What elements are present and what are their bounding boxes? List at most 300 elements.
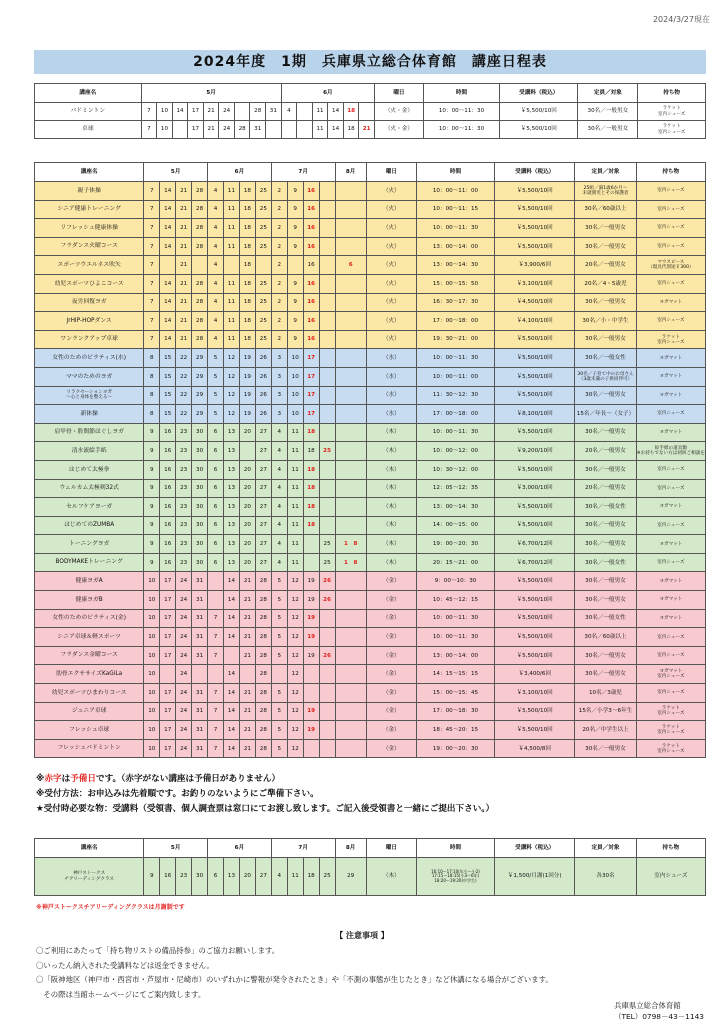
date-jun: 28 xyxy=(255,591,271,610)
course-name: 健康ヨガB xyxy=(35,591,144,610)
date-may: 17 xyxy=(160,684,176,703)
table-row xyxy=(35,721,706,740)
date-jul xyxy=(319,293,335,312)
date-jun: 6 xyxy=(208,498,224,517)
course-name: 新体操 xyxy=(35,405,144,424)
date-may: 7 xyxy=(141,121,157,139)
items-to-bring: ヨガマット xyxy=(636,423,705,442)
date-jul: 18 xyxy=(303,460,319,479)
col-header-time: 時間 xyxy=(416,163,494,182)
capacity: 20名／一般男女 xyxy=(575,442,636,461)
date-jun xyxy=(239,442,255,461)
col-header-may: 5月 xyxy=(141,84,281,103)
date-jul: 5 xyxy=(271,721,287,740)
date-jul: 19 xyxy=(303,646,319,665)
weekday: （火） xyxy=(366,256,416,275)
date-jun: 13 xyxy=(223,553,239,572)
date-may: 23 xyxy=(176,498,192,517)
date-may: 31 xyxy=(192,609,208,628)
date-jul xyxy=(319,182,335,201)
date-jun: 4 xyxy=(208,256,224,275)
date-may: 15 xyxy=(160,349,176,368)
course-name: フラダンス金曜コース xyxy=(35,646,144,665)
date-jul xyxy=(319,423,335,442)
fee: ￥5,500/10回 xyxy=(495,330,575,349)
course-name: ジュニア卓球 xyxy=(35,702,144,721)
date-jun: 6 xyxy=(208,423,224,442)
date-jun: 20 xyxy=(239,535,255,554)
date-may: 21 xyxy=(176,219,192,238)
date-jul: 17 xyxy=(303,405,319,424)
date-may: 24 xyxy=(176,628,192,647)
date-jun: 18 xyxy=(239,237,255,256)
course-name: フレッシュ卓球 xyxy=(35,721,144,740)
date-may: 17 xyxy=(160,591,176,610)
date-may: 21 xyxy=(176,256,192,275)
date-may: 10 xyxy=(144,646,160,665)
date-jul: 12 xyxy=(287,591,303,610)
time: 17：00～18：00 xyxy=(416,312,494,331)
date-jul xyxy=(319,479,335,498)
date-may: 31 xyxy=(192,646,208,665)
date-may: 23 xyxy=(176,535,192,554)
date-jul xyxy=(319,702,335,721)
date-may: 31 xyxy=(266,103,282,121)
date-may: 28 xyxy=(192,182,208,201)
date-may: 29 xyxy=(192,367,208,386)
col-header-time: 時間 xyxy=(423,84,499,103)
time: 19：30～21：00 xyxy=(416,330,494,349)
date-may xyxy=(172,121,188,139)
items-to-bring: 絵手紙の道具類 ※お持ちでない方は初回ご相談を xyxy=(636,442,705,461)
date-may: 28 xyxy=(192,312,208,331)
date-may xyxy=(234,103,250,121)
items-to-bring: 室内シューズ xyxy=(636,628,705,647)
date-jul: 9 xyxy=(287,312,303,331)
date-jun xyxy=(297,103,313,121)
fee: ￥5,500/10回 xyxy=(495,609,575,628)
date-jul: 11 xyxy=(287,858,303,896)
date-jun: 11 xyxy=(223,237,239,256)
date-may: 21 xyxy=(176,182,192,201)
date-jul: 4 xyxy=(271,498,287,517)
date-aug xyxy=(335,702,366,721)
table-row xyxy=(35,702,706,721)
table-row xyxy=(35,405,706,424)
date-jul: 9 xyxy=(287,182,303,201)
weekday: （金） xyxy=(366,739,416,758)
weekday: （木） xyxy=(366,535,416,554)
date-aug xyxy=(335,200,366,219)
date-may xyxy=(160,256,176,275)
fee: ￥6,700/12回 xyxy=(495,535,575,554)
items-to-bring: 室内シューズ xyxy=(636,274,705,293)
course-name: フラダンス火曜コース xyxy=(35,237,144,256)
date-jul: 16 xyxy=(303,182,319,201)
course-name: はじめてのZUMBA xyxy=(35,516,144,535)
date-jul xyxy=(303,684,319,703)
items-to-bring: ラケット 室内シューズ xyxy=(636,721,705,740)
date-may: 24 xyxy=(176,702,192,721)
date-jul: 12 xyxy=(287,572,303,591)
date-jul xyxy=(271,665,287,684)
fee: ￥5,500/10回 xyxy=(495,702,575,721)
date-jul: 2 xyxy=(271,293,287,312)
date-jun: 14 xyxy=(223,721,239,740)
date-jun: 21 xyxy=(239,572,255,591)
time: 9：00～10：30 xyxy=(416,572,494,591)
date-jul: 4 xyxy=(271,516,287,535)
time: 10：00～11：15 xyxy=(416,200,494,219)
date-jul: 9 xyxy=(287,219,303,238)
date-aug xyxy=(335,498,366,517)
items-to-bring: 室内シューズ xyxy=(636,646,705,665)
date-aug xyxy=(335,237,366,256)
time: 10：00～11：30 xyxy=(416,219,494,238)
date-jun: 4 xyxy=(208,312,224,331)
date-jun: 11 xyxy=(223,200,239,219)
date-may: 23 xyxy=(176,553,192,572)
items-to-bring: 室内シューズ xyxy=(636,479,705,498)
weekday: （火・金） xyxy=(374,103,423,121)
date-jun: 28 xyxy=(255,646,271,665)
date-aug xyxy=(335,628,366,647)
date-aug xyxy=(335,330,366,349)
weekday: （木） xyxy=(366,553,416,572)
course-name: 肩甲骨・股関節ほぐしヨガ xyxy=(35,423,144,442)
date-may: 31 xyxy=(192,572,208,591)
fee: ￥5,500/10回 xyxy=(500,121,578,139)
date-jun: 18 xyxy=(239,330,255,349)
date-may: 9 xyxy=(144,498,160,517)
time: 15：00～15：45 xyxy=(416,684,494,703)
date-jul: 4 xyxy=(271,442,287,461)
date-may: 17 xyxy=(160,739,176,758)
date-jun: 14 xyxy=(223,609,239,628)
date-jun: 18 xyxy=(239,312,255,331)
date-may: 28 xyxy=(192,274,208,293)
page-title: 2024年度 1期 兵庫県立総合体育館 講座日程表 xyxy=(34,50,706,74)
table-row xyxy=(35,312,706,331)
date-may: 30 xyxy=(192,423,208,442)
date-jun: 5 xyxy=(208,349,224,368)
date-may: 22 xyxy=(176,405,192,424)
date-may: 7 xyxy=(144,200,160,219)
course-name: リラクセーションヨガ ～心と身体を整える～ xyxy=(35,386,144,405)
date-may: 31 xyxy=(192,684,208,703)
table-row xyxy=(35,516,706,535)
note-reserve-day: ※赤字は予備日です。（赤字がない講座は予備日がありません） xyxy=(36,774,281,784)
date-jun: 25 xyxy=(255,274,271,293)
date-jun: 14 xyxy=(223,739,239,758)
table-row xyxy=(35,423,706,442)
table-row xyxy=(35,219,706,238)
date-jul: 19 xyxy=(303,572,319,591)
date-jul xyxy=(319,498,335,517)
table-row xyxy=(35,256,706,275)
date-jul: 18 xyxy=(303,498,319,517)
weekday: （水） xyxy=(366,386,416,405)
date-jun: 20 xyxy=(239,460,255,479)
date-jul: 10 xyxy=(287,386,303,405)
capacity: 30名／一般男女 xyxy=(575,591,636,610)
date-jun: 28 xyxy=(255,628,271,647)
fee: ￥5,500/10回 xyxy=(495,516,575,535)
date-may: 7 xyxy=(144,182,160,201)
time: 16:10～17:10(年少～小2) 17:15～18:15(小3～6年) 18:20～19:20(中学生) xyxy=(416,858,494,896)
date-may: 30 xyxy=(192,516,208,535)
date-jul: 5 xyxy=(271,628,287,647)
date-may: 7 xyxy=(144,237,160,256)
date-jun xyxy=(208,591,224,610)
date-aug xyxy=(335,591,366,610)
capacity: 30名／60歳以上 xyxy=(575,628,636,647)
items-to-bring: ヨガマット xyxy=(636,572,705,591)
col-header-fee: 受講料（税込） xyxy=(500,84,578,103)
time: 10：00～11：30 xyxy=(423,103,499,121)
date-may: 7 xyxy=(144,330,160,349)
date-jun: 4 xyxy=(208,274,224,293)
date-may: 14 xyxy=(160,200,176,219)
date-jul: 5 xyxy=(271,684,287,703)
table-row xyxy=(35,103,706,121)
date-jun: 11 xyxy=(223,274,239,293)
fee: ￥1,500/月謝(1回分) xyxy=(495,858,575,896)
schedule-table-2 xyxy=(34,162,706,758)
date-may: 9 xyxy=(144,858,160,896)
date-jul: 5 xyxy=(271,591,287,610)
date-jun xyxy=(359,103,375,121)
date-jun: 13 xyxy=(223,442,239,461)
date-jul: 10 xyxy=(287,349,303,368)
caution-item: 〇いったん納入された受講料などは返金できません。 xyxy=(36,960,214,970)
time: 16：30～17：30 xyxy=(416,293,494,312)
weekday: （火） xyxy=(366,200,416,219)
date-aug: 29 xyxy=(335,858,366,896)
date-may: 7 xyxy=(144,256,160,275)
date-jul: 5 xyxy=(271,739,287,758)
course-name: 肋骨エクササイズKaGiLa xyxy=(35,665,144,684)
date-jun: 18 xyxy=(239,256,255,275)
fee: ￥5,500/10回 xyxy=(495,349,575,368)
date-may: 9 xyxy=(144,442,160,461)
course-name: ママのためのヨガ xyxy=(35,367,144,386)
date-jul: 5 xyxy=(271,646,287,665)
course-name: シニア卓球＆軽スポーツ xyxy=(35,628,144,647)
date-jul: 2 xyxy=(271,330,287,349)
weekday: （火） xyxy=(366,312,416,331)
date-may: 7 xyxy=(141,103,157,121)
fee: ￥5,500/10回 xyxy=(495,367,575,386)
table-row xyxy=(35,237,706,256)
date-jun: 4 xyxy=(208,182,224,201)
date-may: 28 xyxy=(192,219,208,238)
date-jun: 28 xyxy=(255,739,271,758)
time: 14：15～15：15 xyxy=(416,665,494,684)
date-jun: 21 xyxy=(239,739,255,758)
date-may: 10 xyxy=(144,721,160,740)
date-jun: 4 xyxy=(208,293,224,312)
col-header-jun: 6月 xyxy=(281,84,374,103)
date-jun: 6 xyxy=(208,460,224,479)
date-jul: 19 xyxy=(303,628,319,647)
items-to-bring: 室内シューズ xyxy=(636,182,705,201)
date-jun: 21 xyxy=(239,609,255,628)
date-aug: 1 8 xyxy=(335,535,366,554)
table-row xyxy=(35,498,706,517)
date-may: 24 xyxy=(219,103,235,121)
table-row xyxy=(35,367,706,386)
table-row xyxy=(35,442,706,461)
date-jul: 2 xyxy=(271,274,287,293)
date-jun: 28 xyxy=(255,684,271,703)
course-name: リフレッシュ健康体操 xyxy=(35,219,144,238)
date-may: 22 xyxy=(176,386,192,405)
date-may: 24 xyxy=(176,591,192,610)
table-header-row xyxy=(35,84,706,103)
date-jul: 4 xyxy=(271,423,287,442)
date-jun: 6 xyxy=(208,858,224,896)
date-may: 9 xyxy=(144,423,160,442)
date-jul: 2 xyxy=(271,312,287,331)
date-jul: 16 xyxy=(303,312,319,331)
date-may: 29 xyxy=(192,386,208,405)
date-aug xyxy=(335,516,366,535)
col-header-day: 曜日 xyxy=(374,84,423,103)
date-aug xyxy=(335,739,366,758)
date-jul: 26 xyxy=(319,572,335,591)
items-to-bring: マウスピース （現具代別途￥300） xyxy=(636,256,705,275)
items-to-bring: ヨガマット xyxy=(636,367,705,386)
date-may: 10 xyxy=(144,684,160,703)
weekday: （火） xyxy=(366,237,416,256)
date-may: 17 xyxy=(160,628,176,647)
date-jul: 5 xyxy=(271,609,287,628)
date-may: 7 xyxy=(144,274,160,293)
items-to-bring: ヨガマット xyxy=(636,535,705,554)
fee: ￥3,900/6回 xyxy=(495,256,575,275)
date-jun: 13 xyxy=(223,423,239,442)
capacity: 20名／一般男女 xyxy=(575,479,636,498)
time: 11：30～12：30 xyxy=(416,386,494,405)
date-jul xyxy=(319,312,335,331)
col-header-aug: 8月 xyxy=(335,163,366,182)
time: 10：00～11：30 xyxy=(416,423,494,442)
course-name: 幼児スポーツひよこコース xyxy=(35,274,144,293)
date-may: 17 xyxy=(188,121,204,139)
date-may: 30 xyxy=(192,535,208,554)
items-to-bring: 室内シューズ xyxy=(636,516,705,535)
date-jun: 20 xyxy=(239,479,255,498)
date-jun: 7 xyxy=(208,684,224,703)
date-may: 21 xyxy=(176,330,192,349)
course-name: セルフケアヨーガ xyxy=(35,498,144,517)
date-jun: 27 xyxy=(255,423,271,442)
date-may xyxy=(160,665,176,684)
date-jun: 12 xyxy=(223,367,239,386)
date-jun: 18 xyxy=(343,103,359,121)
date-jun: 27 xyxy=(255,460,271,479)
course-name: ワンランクアップ卓球 xyxy=(35,330,144,349)
date-jun: 4 xyxy=(208,237,224,256)
date-may: 28 xyxy=(250,103,266,121)
course-name: スポーツウエルネス吹矢 xyxy=(35,256,144,275)
date-may: 31 xyxy=(192,628,208,647)
date-jul xyxy=(319,349,335,368)
table-row xyxy=(35,609,706,628)
date-may: 10 xyxy=(144,702,160,721)
course-name: バドミントン xyxy=(35,103,142,121)
table-row xyxy=(35,200,706,219)
date-may: 14 xyxy=(160,237,176,256)
date-may: 24 xyxy=(219,121,235,139)
fee: ￥5,500/10回 xyxy=(495,460,575,479)
date-jul: 18 xyxy=(303,442,319,461)
date-jun: 7 xyxy=(208,609,224,628)
capacity: 15名／年長～（女子） xyxy=(575,405,636,424)
date-jun: 14 xyxy=(223,591,239,610)
date-aug: 6 xyxy=(335,256,366,275)
date-jul: 25 xyxy=(319,535,335,554)
capacity: 30名／一般男女 xyxy=(575,423,636,442)
date-jul: 4 xyxy=(271,553,287,572)
weekday: （金） xyxy=(366,609,416,628)
date-aug xyxy=(335,442,366,461)
date-jul: 18 xyxy=(303,479,319,498)
date-jun: 13 xyxy=(223,516,239,535)
date-may xyxy=(192,256,208,275)
date-may: 7 xyxy=(144,219,160,238)
date-aug xyxy=(335,460,366,479)
date-may: 16 xyxy=(160,423,176,442)
date-may: 24 xyxy=(176,721,192,740)
date-jun: 11 xyxy=(223,219,239,238)
items-to-bring: ヨガマット 室内シューズ xyxy=(636,665,705,684)
date-aug xyxy=(335,572,366,591)
date-jun: 21 xyxy=(359,121,375,139)
table-row xyxy=(35,479,706,498)
table-header-row xyxy=(35,163,706,182)
items-to-bring: 室内シューズ xyxy=(636,200,705,219)
date-jul: 16 xyxy=(303,293,319,312)
as-of-date: 2024/3/27現在 xyxy=(652,15,710,24)
course-name: 神戸ストークス チアリーディングクラス xyxy=(35,858,144,896)
date-aug xyxy=(335,665,366,684)
date-jul: 18 xyxy=(303,516,319,535)
fee: ￥5,500/10回 xyxy=(495,386,575,405)
date-jul: 16 xyxy=(303,256,319,275)
fee: ￥3,000/10回 xyxy=(495,479,575,498)
capacity: 30名／一般男女 xyxy=(575,535,636,554)
date-jun: 18 xyxy=(239,182,255,201)
course-name: 健康ヨガA xyxy=(35,572,144,591)
course-name: 幼児スポーツひまわりコース xyxy=(35,684,144,703)
date-jul xyxy=(319,200,335,219)
date-jul xyxy=(319,739,335,758)
capacity: 30名／一般男女 xyxy=(575,739,636,758)
date-may: 9 xyxy=(144,535,160,554)
date-jul: 18 xyxy=(303,858,319,896)
note-reception: ※受付方法：お申込みは先着順です。お釣りのないようにご準備下さい。 xyxy=(36,789,319,799)
date-jun: 26 xyxy=(255,386,271,405)
course-name: フレッシュバドミントン xyxy=(35,739,144,758)
table-row xyxy=(35,349,706,368)
date-aug xyxy=(335,479,366,498)
col-header-jul: 7月 xyxy=(271,839,335,858)
fee: ￥5,500/10回 xyxy=(495,628,575,647)
table-row xyxy=(35,628,706,647)
date-jun: 21 xyxy=(239,646,255,665)
